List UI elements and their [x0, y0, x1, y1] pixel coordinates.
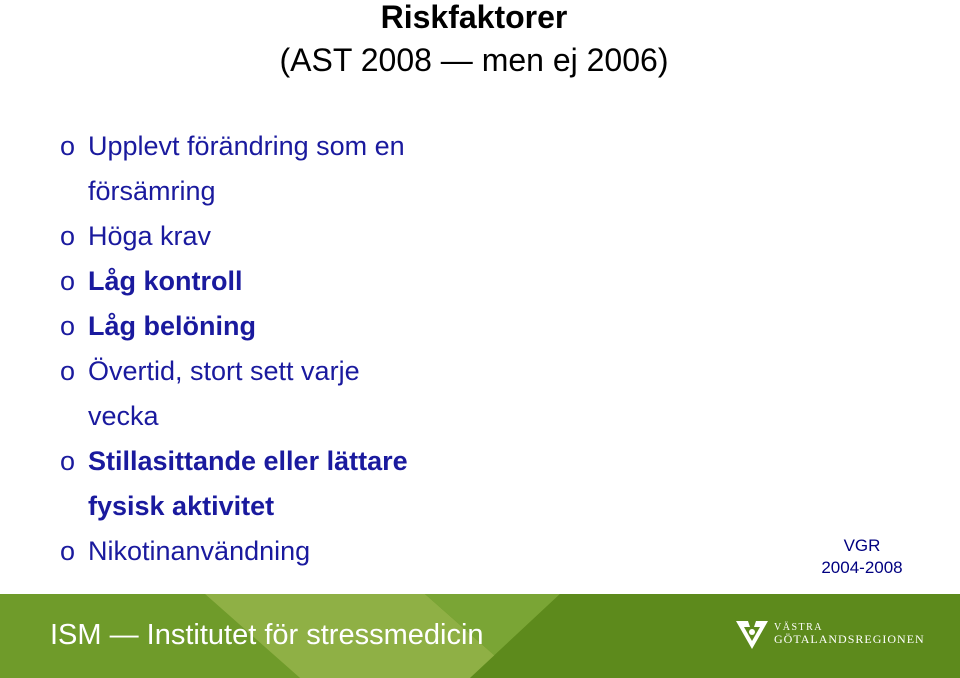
- bullet-marker: o: [60, 311, 76, 341]
- bullet-item: [60, 124, 540, 214]
- bullet-marker: o: [60, 446, 76, 476]
- footer-bar: [0, 594, 960, 678]
- source-note: [808, 535, 916, 579]
- bullet-item: [60, 349, 540, 439]
- source-label: VGR: [843, 536, 881, 555]
- bullet-marker: o: [60, 356, 76, 386]
- bullet-marker: o: [60, 221, 76, 251]
- bullet-text: Nikotinanvändning: [88, 536, 311, 566]
- bullet-marker: o: [60, 266, 76, 296]
- bullet-item: [60, 529, 540, 574]
- bullet-marker: o: [60, 536, 76, 566]
- bullet-item: [60, 214, 540, 259]
- logo-line2: GÖTALANDSREGIONEN: [774, 632, 925, 646]
- bullet-item: [60, 304, 540, 349]
- vgr-logo-icon: [734, 617, 770, 651]
- vgr-logo: [734, 616, 924, 652]
- bullet-marker: o: [60, 131, 76, 161]
- bullet-item: [60, 439, 540, 529]
- bullet-text: Låg belöning: [88, 311, 256, 341]
- source-years: 2004-2008: [821, 558, 903, 577]
- slide-title: Riskfaktorer: [380, 0, 568, 35]
- footer-text: ISM — Institutet för stressmedicin: [50, 619, 484, 651]
- bullet-item: [60, 259, 540, 304]
- bullet-text: Stillasittande eller lättare fysisk aktivitet: [88, 446, 408, 521]
- bullet-text: Höga krav: [88, 221, 212, 251]
- bullet-text: Låg kontroll: [88, 266, 243, 296]
- slide-subtitle: (AST 2008 — men ej 2006): [279, 42, 669, 78]
- bullet-text: Övertid, stort sett varje vecka: [88, 356, 360, 431]
- vgr-logo-text: [774, 622, 925, 646]
- bullet-text: Upplevt förändring som en försämring: [88, 131, 405, 206]
- bullet-list: [60, 124, 540, 574]
- logo-line1: VÄSTRA: [774, 622, 824, 633]
